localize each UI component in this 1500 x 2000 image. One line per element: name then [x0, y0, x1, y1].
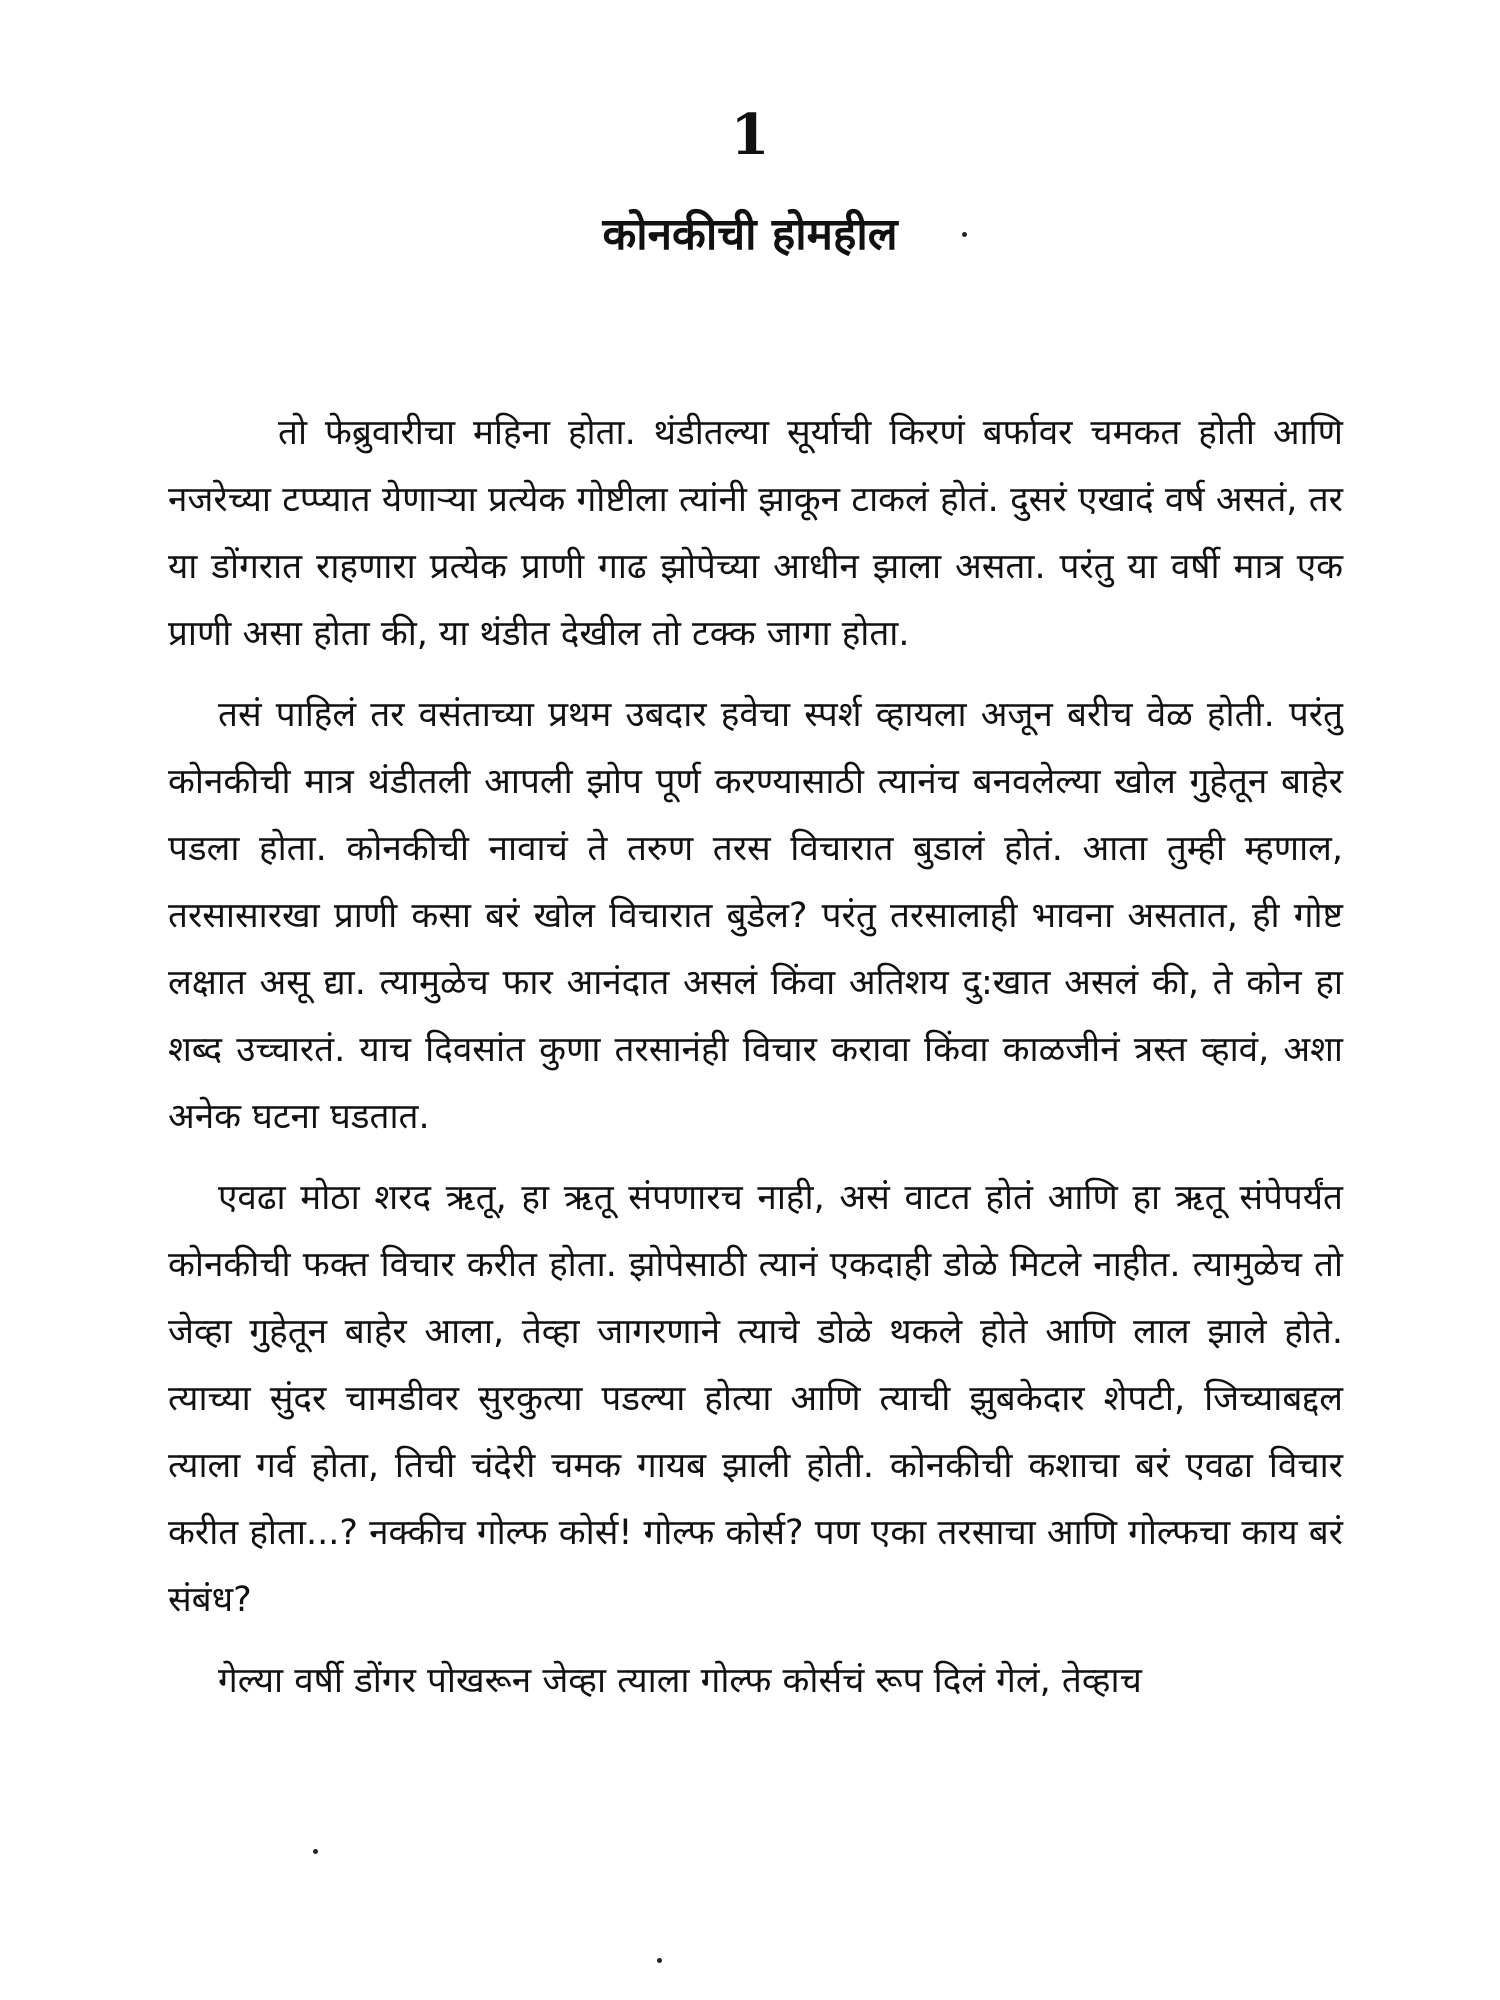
paragraph: एवढा मोठा शरद ऋतू, हा ऋतू संपणारच नाही, असं वाटत होतं आणि हा ऋतू संपेपर्यंत कोनकीची फक्त विचार करीत होता. झोपेसाठी त्यानं एकदाही डोळे मिटले नाहीत. त्यामुळेच तो जेव्हा गुहेतून बाहेर आला, तेव्हा जागरणाने त्याचे डोळे थकले होते आणि लाल झाले होते. त्याच्या सुंदर चामडीवर सुरकुत्या पडल्या होत्या आणि त्याची झुबकेदार शेपटी, जिच्याबद्दल त्याला गर्व होता, तिची चंदेरी चमक गायब झाली होती. कोनकीची कशाचा बरं एवढा विचार करीत होता...? नक्कीच गोल्फ कोर्स! गोल्फ कोर्स? पण एका तरसाचा आणि गोल्फचा काय बरं संबंध?	[168, 1178, 1343, 1620]
paragraph: गेल्या वर्षी डोंगर पोखरून जेव्हा त्याला गोल्फ कोर्सचं रूप दिलं गेलं, तेव्हाच	[218, 1661, 1142, 1701]
paragraph: तो फेब्रुवारीचा महिना होता. थंडीतल्या सूर्याची किरणं बर्फावर चमकत होती आणि नजरेच्या टप्प्यात येणाऱ्या प्रत्येक गोष्टीला त्यांनी झाकून टाकलं होतं. दुसरं एखादं वर्ष असतं, तर या डोंगरात राहणारा प्रत्येक प्राणी गाढ झोपेच्या आधीन झाला असता. परंतु या वर्षी मात्र एक प्राणी असा होता की, या थंडीत देखील तो टक्क जागा होता.	[168, 413, 1343, 654]
chapter-body	[168, 400, 1343, 1729]
scan-speck	[657, 1958, 662, 1963]
chapter-title: कोनकीची होमहील	[602, 209, 898, 260]
chapter-number: 1	[730, 102, 770, 168]
scan-speck	[962, 232, 967, 237]
scan-speck	[313, 1849, 318, 1854]
paragraph: तसं पाहिलं तर वसंताच्या प्रथम उबदार हवेचा स्पर्श व्हायला अजून बरीच वेळ होती. परंतु कोनकीची मात्र थंडीतली आपली झोप पूर्ण करण्यासाठी त्यानंच बनवलेल्या खोल गुहेतून बाहेर पडला होता. कोनकीची नावाचं ते तरुण तरस विचारात बुडालं होतं. आता तुम्ही म्हणाल, तरसासारखा प्राणी कसा बरं खोल विचारात बुडेल? परंतु तरसालाही भावना असतात, ही गोष्ट लक्षात असू द्या. त्यामुळेच फार आनंदात असलं किंवा अतिशय दु:खात असलं की, ते कोन हा शब्द उच्चारतं. याच दिवसांत कुणा तरसानंही विचार करावा किंवा काळजीनं त्रस्त व्हावं, अशा अनेक घटना घडतात.	[168, 695, 1343, 1137]
